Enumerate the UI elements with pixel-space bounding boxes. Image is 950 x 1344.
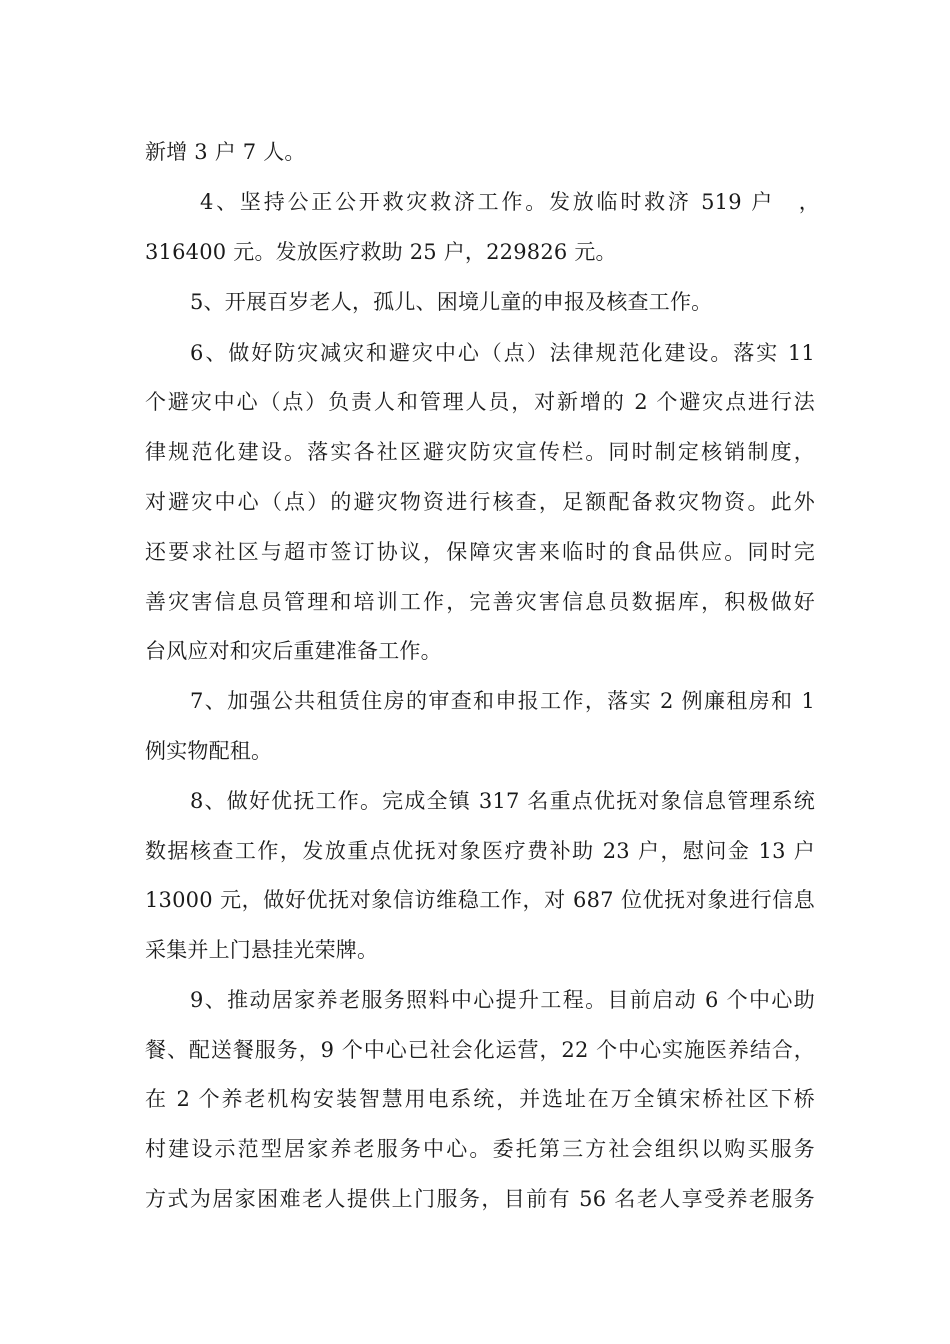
text-line: 例实物配租。 bbox=[145, 739, 273, 763]
text-line: 台风应对和灾后重建准备工作。 bbox=[145, 639, 442, 663]
text-line: 4、坚持公正公开救灾救济工作。发放临时救济 519 户 ， bbox=[200, 190, 820, 214]
text-line: 13000 元，做好优抚对象信访维稳工作，对 687 位优抚对象进行信息 bbox=[145, 888, 815, 912]
text-line: 善灾害信息员管理和培训工作，完善灾害信息员数据库，积极做好 bbox=[145, 590, 815, 614]
text-line: 7、加强公共租赁住房的审查和申报工作，落实 2 例廉租房和 1 bbox=[190, 689, 815, 713]
text-line: 还要求社区与超市签订协议，保障灾害来临时的食品供应。同时完 bbox=[145, 540, 815, 564]
text-line: 餐、配送餐服务，9 个中心已社会化运营，22 个中心实施医养结合， bbox=[145, 1038, 815, 1062]
text-line: 律规范化建设。落实各社区避灾防灾宣传栏。同时制定核销制度， bbox=[145, 440, 815, 464]
text-line: 采集并上门悬挂光荣牌。 bbox=[145, 938, 379, 962]
text-line: 对避灾中心（点）的避灾物资进行核查，足额配备救灾物资。此外 bbox=[145, 490, 815, 514]
text-line: 在 2 个养老机构安装智慧用电系统，并选址在万全镇宋桥社区下桥 bbox=[145, 1087, 815, 1111]
text-line: 村建设示范型居家养老服务中心。委托第三方社会组织以购买服务 bbox=[145, 1137, 815, 1161]
text-line: 316400 元。发放医疗救助 25 户，229826 元。 bbox=[145, 240, 617, 264]
text-line: 个避灾中心（点）负责人和管理人员，对新增的 2 个避灾点进行法 bbox=[145, 390, 815, 414]
text-line: 8、做好优抚工作。完成全镇 317 名重点优抚对象信息管理系统 bbox=[190, 789, 815, 813]
text-line: 新增 3 户 7 人。 bbox=[145, 140, 306, 164]
text-line: 9、推动居家养老服务照料中心提升工程。目前启动 6 个中心助 bbox=[190, 988, 815, 1012]
text-line: 数据核查工作，发放重点优抚对象医疗费补助 23 户，慰问金 13 户 bbox=[145, 839, 815, 863]
text-line: 5、开展百岁老人，孤儿、困境儿童的申报及核查工作。 bbox=[190, 290, 713, 314]
text-line: 方式为居家困难老人提供上门服务，目前有 56 名老人享受养老服务 bbox=[145, 1187, 815, 1211]
text-line: 6、做好防灾减灾和避灾中心（点）法律规范化建设。落实 11 bbox=[190, 341, 815, 365]
